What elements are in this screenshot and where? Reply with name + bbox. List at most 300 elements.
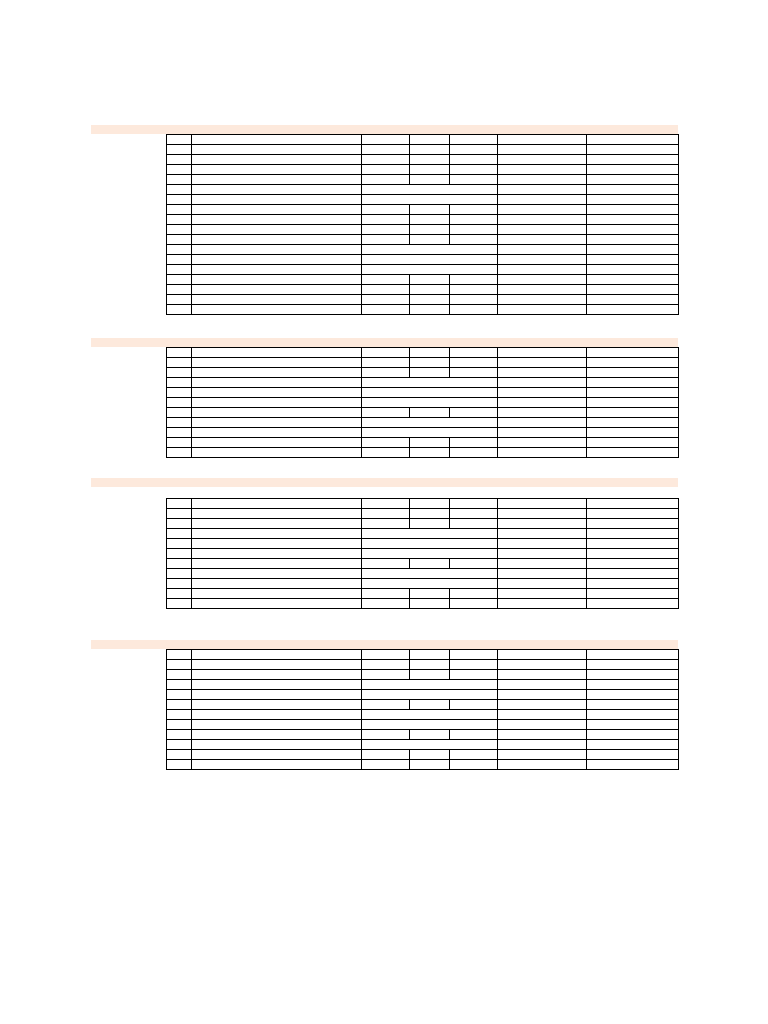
table-cell[interactable] xyxy=(498,285,587,295)
table-cell[interactable] xyxy=(192,428,362,438)
table-cell[interactable] xyxy=(362,670,410,680)
table-cell[interactable] xyxy=(587,358,679,368)
table-cell[interactable] xyxy=(167,215,192,225)
table-cell[interactable] xyxy=(192,579,362,589)
table-cell[interactable] xyxy=(410,175,450,185)
table-cell[interactable] xyxy=(362,398,410,408)
table-cell[interactable] xyxy=(362,730,410,740)
table-cell[interactable] xyxy=(450,155,498,165)
table-cell[interactable] xyxy=(498,499,587,509)
table-cell[interactable] xyxy=(167,730,192,740)
table-cell[interactable] xyxy=(498,418,587,428)
table-cell[interactable] xyxy=(167,195,192,205)
table-cell[interactable] xyxy=(498,255,587,265)
table-cell[interactable] xyxy=(192,670,362,680)
table-cell[interactable] xyxy=(410,398,450,408)
table-cell[interactable] xyxy=(362,750,410,760)
table-cell[interactable] xyxy=(167,418,192,428)
table-cell[interactable] xyxy=(587,650,679,660)
table-cell[interactable] xyxy=(410,680,450,690)
table-cell[interactable] xyxy=(362,448,410,458)
table-cell[interactable] xyxy=(450,145,498,155)
table-cell[interactable] xyxy=(410,205,450,215)
table-cell[interactable] xyxy=(192,680,362,690)
table-cell[interactable] xyxy=(450,408,498,418)
table-cell[interactable] xyxy=(587,205,679,215)
table-cell[interactable] xyxy=(192,265,362,275)
table-cell[interactable] xyxy=(192,438,362,448)
table-cell[interactable] xyxy=(450,720,498,730)
table-cell[interactable] xyxy=(498,155,587,165)
table-cell[interactable] xyxy=(362,215,410,225)
table-cell[interactable] xyxy=(167,438,192,448)
table-cell[interactable] xyxy=(498,760,587,770)
table-cell[interactable] xyxy=(498,509,587,519)
table-cell[interactable] xyxy=(587,509,679,519)
table-cell[interactable] xyxy=(410,760,450,770)
table-cell[interactable] xyxy=(587,720,679,730)
table-cell[interactable] xyxy=(192,418,362,428)
table-cell[interactable] xyxy=(167,265,192,275)
table-cell[interactable] xyxy=(450,305,498,315)
table-cell[interactable] xyxy=(450,265,498,275)
table-cell[interactable] xyxy=(167,145,192,155)
table-cell[interactable] xyxy=(167,670,192,680)
table-cell[interactable] xyxy=(587,275,679,285)
table-cell[interactable] xyxy=(362,225,410,235)
table-cell[interactable] xyxy=(450,549,498,559)
table-cell[interactable] xyxy=(362,710,410,720)
table-cell[interactable] xyxy=(587,428,679,438)
table-cell[interactable] xyxy=(410,418,450,428)
table-cell[interactable] xyxy=(167,760,192,770)
table-cell[interactable] xyxy=(192,700,362,710)
table-cell[interactable] xyxy=(587,235,679,245)
table-cell[interactable] xyxy=(498,529,587,539)
table-cell[interactable] xyxy=(498,670,587,680)
table-cell[interactable] xyxy=(362,285,410,295)
table-cell[interactable] xyxy=(587,700,679,710)
table-cell[interactable] xyxy=(587,519,679,529)
table-cell[interactable] xyxy=(362,348,410,358)
table-cell[interactable] xyxy=(450,700,498,710)
table-cell[interactable] xyxy=(167,579,192,589)
table-cell[interactable] xyxy=(410,165,450,175)
table-cell[interactable] xyxy=(167,295,192,305)
table-cell[interactable] xyxy=(410,529,450,539)
table-cell[interactable] xyxy=(410,549,450,559)
table-cell[interactable] xyxy=(498,539,587,549)
table-cell[interactable] xyxy=(498,195,587,205)
table-cell[interactable] xyxy=(410,388,450,398)
table-cell[interactable] xyxy=(192,448,362,458)
table-cell[interactable] xyxy=(362,145,410,155)
table-cell[interactable] xyxy=(498,569,587,579)
table-cell[interactable] xyxy=(192,408,362,418)
table-cell[interactable] xyxy=(587,215,679,225)
table-cell[interactable] xyxy=(498,225,587,235)
table-cell[interactable] xyxy=(192,660,362,670)
table-cell[interactable] xyxy=(362,378,410,388)
table-cell[interactable] xyxy=(362,408,410,418)
table-cell[interactable] xyxy=(167,599,192,609)
table-cell[interactable] xyxy=(192,195,362,205)
table-cell[interactable] xyxy=(410,135,450,145)
table-cell[interactable] xyxy=(167,509,192,519)
table-cell[interactable] xyxy=(587,155,679,165)
table-cell[interactable] xyxy=(362,165,410,175)
table-cell[interactable] xyxy=(192,175,362,185)
table-cell[interactable] xyxy=(498,175,587,185)
table-cell[interactable] xyxy=(498,235,587,245)
table-cell[interactable] xyxy=(498,549,587,559)
table-cell[interactable] xyxy=(192,245,362,255)
table-cell[interactable] xyxy=(450,255,498,265)
table-cell[interactable] xyxy=(167,155,192,165)
table-cell[interactable] xyxy=(587,265,679,275)
table-cell[interactable] xyxy=(410,519,450,529)
table-cell[interactable] xyxy=(450,509,498,519)
table-cell[interactable] xyxy=(192,305,362,315)
table-cell[interactable] xyxy=(450,398,498,408)
table-cell[interactable] xyxy=(498,700,587,710)
table-cell[interactable] xyxy=(362,589,410,599)
table-cell[interactable] xyxy=(587,730,679,740)
table-cell[interactable] xyxy=(192,155,362,165)
table-cell[interactable] xyxy=(410,215,450,225)
table-cell[interactable] xyxy=(362,690,410,700)
table-cell[interactable] xyxy=(362,680,410,690)
table-cell[interactable] xyxy=(450,235,498,245)
table-cell[interactable] xyxy=(587,539,679,549)
table-cell[interactable] xyxy=(362,305,410,315)
table-cell[interactable] xyxy=(362,599,410,609)
table-cell[interactable] xyxy=(167,559,192,569)
table-cell[interactable] xyxy=(498,368,587,378)
table-cell[interactable] xyxy=(587,245,679,255)
table-cell[interactable] xyxy=(450,175,498,185)
table-cell[interactable] xyxy=(167,285,192,295)
table-cell[interactable] xyxy=(167,539,192,549)
table-cell[interactable] xyxy=(192,730,362,740)
table-cell[interactable] xyxy=(450,589,498,599)
table-cell[interactable] xyxy=(167,499,192,509)
table-cell[interactable] xyxy=(167,175,192,185)
table-cell[interactable] xyxy=(192,690,362,700)
table-cell[interactable] xyxy=(498,275,587,285)
table-cell[interactable] xyxy=(167,750,192,760)
table-cell[interactable] xyxy=(587,398,679,408)
table-cell[interactable] xyxy=(410,265,450,275)
table-cell[interactable] xyxy=(362,660,410,670)
table-cell[interactable] xyxy=(167,275,192,285)
table-cell[interactable] xyxy=(410,750,450,760)
table-cell[interactable] xyxy=(587,408,679,418)
table-cell[interactable] xyxy=(192,740,362,750)
table-cell[interactable] xyxy=(167,408,192,418)
table-cell[interactable] xyxy=(410,195,450,205)
table-cell[interactable] xyxy=(587,255,679,265)
table-cell[interactable] xyxy=(450,760,498,770)
table-cell[interactable] xyxy=(587,225,679,235)
table-cell[interactable] xyxy=(167,680,192,690)
table-cell[interactable] xyxy=(450,660,498,670)
table-cell[interactable] xyxy=(410,660,450,670)
table-cell[interactable] xyxy=(192,358,362,368)
table-cell[interactable] xyxy=(167,660,192,670)
table-cell[interactable] xyxy=(167,650,192,660)
table-cell[interactable] xyxy=(167,388,192,398)
table-cell[interactable] xyxy=(362,428,410,438)
table-cell[interactable] xyxy=(167,529,192,539)
table-cell[interactable] xyxy=(498,305,587,315)
table-cell[interactable] xyxy=(587,660,679,670)
table-cell[interactable] xyxy=(450,680,498,690)
table-cell[interactable] xyxy=(587,740,679,750)
table-cell[interactable] xyxy=(587,760,679,770)
table-cell[interactable] xyxy=(410,720,450,730)
table-cell[interactable] xyxy=(450,730,498,740)
table-cell[interactable] xyxy=(410,305,450,315)
table-cell[interactable] xyxy=(450,529,498,539)
table-cell[interactable] xyxy=(450,418,498,428)
table-cell[interactable] xyxy=(192,710,362,720)
table-cell[interactable] xyxy=(167,549,192,559)
table-cell[interactable] xyxy=(450,690,498,700)
table-cell[interactable] xyxy=(192,378,362,388)
table-cell[interactable] xyxy=(410,275,450,285)
table-cell[interactable] xyxy=(587,378,679,388)
table-cell[interactable] xyxy=(192,145,362,155)
table-cell[interactable] xyxy=(587,499,679,509)
table-cell[interactable] xyxy=(362,135,410,145)
table-cell[interactable] xyxy=(498,690,587,700)
table-cell[interactable] xyxy=(410,408,450,418)
table-cell[interactable] xyxy=(587,559,679,569)
table-cell[interactable] xyxy=(192,275,362,285)
table-cell[interactable] xyxy=(498,740,587,750)
table-cell[interactable] xyxy=(192,165,362,175)
table-cell[interactable] xyxy=(450,215,498,225)
table-cell[interactable] xyxy=(450,205,498,215)
table-cell[interactable] xyxy=(362,539,410,549)
table-cell[interactable] xyxy=(167,348,192,358)
table-cell[interactable] xyxy=(167,700,192,710)
table-cell[interactable] xyxy=(362,720,410,730)
table-cell[interactable] xyxy=(450,185,498,195)
table-cell[interactable] xyxy=(362,175,410,185)
table-cell[interactable] xyxy=(167,428,192,438)
table-cell[interactable] xyxy=(450,245,498,255)
table-cell[interactable] xyxy=(192,499,362,509)
table-cell[interactable] xyxy=(362,275,410,285)
table-cell[interactable] xyxy=(362,509,410,519)
table-cell[interactable] xyxy=(450,135,498,145)
table-cell[interactable] xyxy=(410,438,450,448)
table-cell[interactable] xyxy=(498,680,587,690)
table-cell[interactable] xyxy=(410,509,450,519)
table-cell[interactable] xyxy=(587,145,679,155)
table-cell[interactable] xyxy=(498,185,587,195)
table-cell[interactable] xyxy=(362,700,410,710)
table-cell[interactable] xyxy=(362,740,410,750)
table-cell[interactable] xyxy=(450,499,498,509)
table-cell[interactable] xyxy=(498,660,587,670)
table-cell[interactable] xyxy=(498,358,587,368)
table-cell[interactable] xyxy=(450,285,498,295)
table-cell[interactable] xyxy=(167,398,192,408)
table-cell[interactable] xyxy=(587,285,679,295)
table-cell[interactable] xyxy=(192,509,362,519)
table-cell[interactable] xyxy=(410,245,450,255)
table-cell[interactable] xyxy=(498,599,587,609)
table-cell[interactable] xyxy=(167,448,192,458)
table-cell[interactable] xyxy=(587,305,679,315)
table-cell[interactable] xyxy=(192,295,362,305)
table-cell[interactable] xyxy=(498,438,587,448)
table-cell[interactable] xyxy=(450,519,498,529)
table-cell[interactable] xyxy=(167,690,192,700)
table-cell[interactable] xyxy=(498,408,587,418)
table-cell[interactable] xyxy=(362,205,410,215)
table-cell[interactable] xyxy=(410,358,450,368)
table-cell[interactable] xyxy=(362,235,410,245)
table-cell[interactable] xyxy=(410,579,450,589)
table-cell[interactable] xyxy=(498,448,587,458)
table-cell[interactable] xyxy=(362,358,410,368)
table-cell[interactable] xyxy=(450,438,498,448)
table-cell[interactable] xyxy=(450,710,498,720)
table-cell[interactable] xyxy=(192,235,362,245)
table-cell[interactable] xyxy=(498,398,587,408)
table-cell[interactable] xyxy=(167,378,192,388)
table-cell[interactable] xyxy=(410,559,450,569)
table-cell[interactable] xyxy=(167,358,192,368)
table-cell[interactable] xyxy=(450,428,498,438)
table-cell[interactable] xyxy=(587,135,679,145)
table-cell[interactable] xyxy=(410,378,450,388)
table-cell[interactable] xyxy=(498,215,587,225)
table-cell[interactable] xyxy=(498,265,587,275)
table-cell[interactable] xyxy=(362,499,410,509)
table-cell[interactable] xyxy=(192,205,362,215)
table-cell[interactable] xyxy=(410,448,450,458)
table-cell[interactable] xyxy=(362,265,410,275)
table-cell[interactable] xyxy=(587,348,679,358)
table-cell[interactable] xyxy=(362,650,410,660)
table-cell[interactable] xyxy=(192,368,362,378)
table-cell[interactable] xyxy=(450,388,498,398)
table-cell[interactable] xyxy=(192,255,362,265)
table-cell[interactable] xyxy=(587,175,679,185)
table-cell[interactable] xyxy=(410,225,450,235)
table-cell[interactable] xyxy=(192,348,362,358)
table-cell[interactable] xyxy=(498,559,587,569)
table-cell[interactable] xyxy=(192,760,362,770)
table-cell[interactable] xyxy=(410,235,450,245)
table-cell[interactable] xyxy=(410,285,450,295)
table-cell[interactable] xyxy=(498,348,587,358)
table-cell[interactable] xyxy=(498,245,587,255)
table-cell[interactable] xyxy=(192,185,362,195)
table-cell[interactable] xyxy=(587,438,679,448)
table-cell[interactable] xyxy=(498,730,587,740)
table-cell[interactable] xyxy=(450,569,498,579)
table-cell[interactable] xyxy=(587,680,679,690)
table-cell[interactable] xyxy=(410,740,450,750)
table-cell[interactable] xyxy=(167,185,192,195)
table-cell[interactable] xyxy=(167,519,192,529)
table-cell[interactable] xyxy=(167,368,192,378)
table-cell[interactable] xyxy=(587,670,679,680)
table-cell[interactable] xyxy=(587,295,679,305)
table-cell[interactable] xyxy=(450,670,498,680)
table-cell[interactable] xyxy=(410,348,450,358)
table-cell[interactable] xyxy=(450,539,498,549)
table-cell[interactable] xyxy=(587,368,679,378)
table-cell[interactable] xyxy=(192,599,362,609)
table-cell[interactable] xyxy=(362,155,410,165)
table-cell[interactable] xyxy=(192,559,362,569)
table-cell[interactable] xyxy=(362,368,410,378)
table-cell[interactable] xyxy=(192,549,362,559)
table-cell[interactable] xyxy=(410,589,450,599)
table-cell[interactable] xyxy=(498,720,587,730)
table-cell[interactable] xyxy=(450,225,498,235)
table-cell[interactable] xyxy=(498,428,587,438)
table-cell[interactable] xyxy=(362,549,410,559)
table-cell[interactable] xyxy=(192,529,362,539)
table-cell[interactable] xyxy=(410,368,450,378)
table-cell[interactable] xyxy=(450,358,498,368)
table-cell[interactable] xyxy=(410,155,450,165)
table-cell[interactable] xyxy=(410,295,450,305)
table-cell[interactable] xyxy=(450,750,498,760)
table-cell[interactable] xyxy=(450,740,498,750)
table-cell[interactable] xyxy=(192,539,362,549)
table-cell[interactable] xyxy=(450,579,498,589)
table-cell[interactable] xyxy=(167,305,192,315)
table-cell[interactable] xyxy=(410,185,450,195)
table-cell[interactable] xyxy=(450,165,498,175)
table-cell[interactable] xyxy=(450,378,498,388)
table-cell[interactable] xyxy=(498,295,587,305)
table-cell[interactable] xyxy=(410,499,450,509)
table-cell[interactable] xyxy=(498,135,587,145)
table-cell[interactable] xyxy=(450,275,498,285)
table-cell[interactable] xyxy=(587,448,679,458)
table-cell[interactable] xyxy=(167,165,192,175)
table-cell[interactable] xyxy=(410,690,450,700)
table-cell[interactable] xyxy=(362,295,410,305)
table-cell[interactable] xyxy=(587,529,679,539)
table-cell[interactable] xyxy=(362,388,410,398)
table-cell[interactable] xyxy=(410,539,450,549)
table-cell[interactable] xyxy=(362,185,410,195)
table-cell[interactable] xyxy=(410,670,450,680)
table-cell[interactable] xyxy=(410,569,450,579)
table-cell[interactable] xyxy=(587,185,679,195)
table-cell[interactable] xyxy=(587,165,679,175)
table-cell[interactable] xyxy=(498,589,587,599)
table-cell[interactable] xyxy=(410,145,450,155)
table-cell[interactable] xyxy=(498,205,587,215)
table-cell[interactable] xyxy=(167,235,192,245)
table-cell[interactable] xyxy=(167,225,192,235)
table-cell[interactable] xyxy=(450,195,498,205)
table-cell[interactable] xyxy=(587,750,679,760)
table-cell[interactable] xyxy=(450,599,498,609)
